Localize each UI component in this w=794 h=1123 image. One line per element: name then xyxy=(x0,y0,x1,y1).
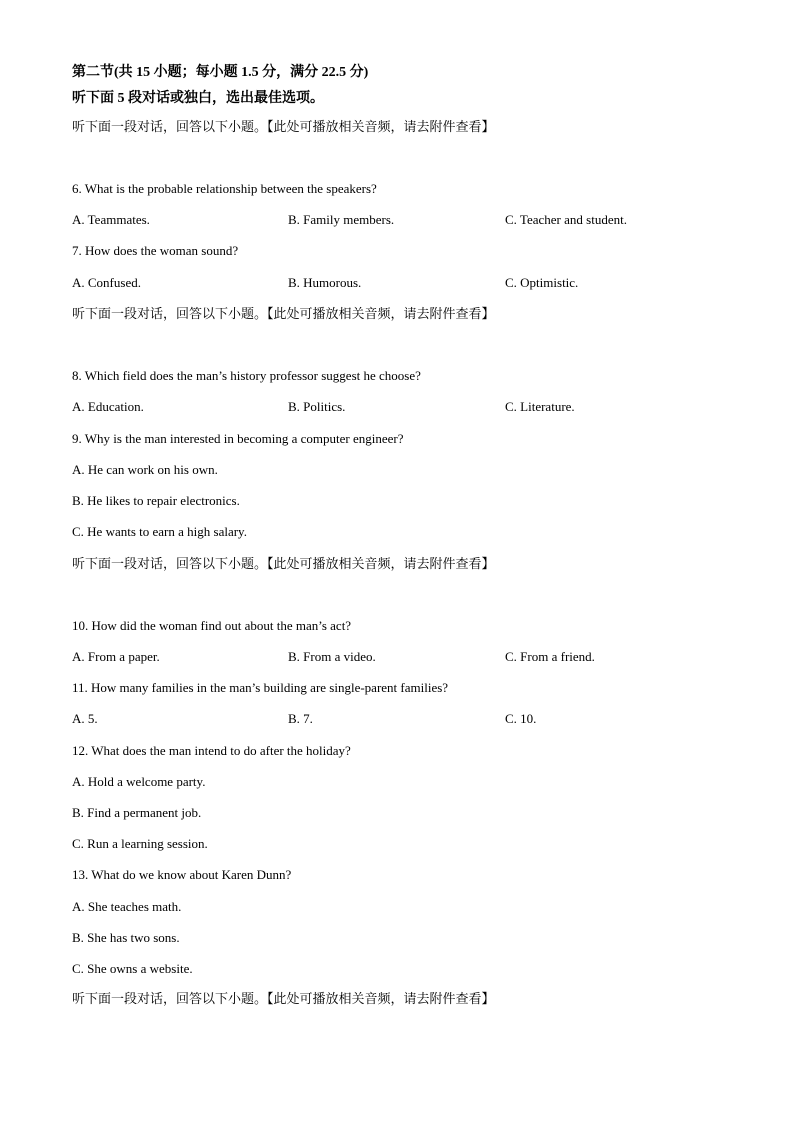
section-header: 第二节(共 15 小题；每小题 1.5 分，满分 22.5 分) xyxy=(72,65,369,80)
option-row xyxy=(72,649,752,665)
option-a: A. He can work on his own. xyxy=(72,462,218,477)
option-b: B. She has two sons. xyxy=(72,930,180,945)
option-a: A. Teammates. xyxy=(72,212,150,227)
question-stem: 13. What do we know about Karen Dunn? xyxy=(72,867,292,882)
option-c: C. 10. xyxy=(505,711,537,726)
option-b: B. Find a permanent job. xyxy=(72,805,202,820)
question-stem: 6. What is the probable relationship between the speakers? xyxy=(72,181,377,196)
section-direction: 听下面 5 段对话或独白，选出最佳选项。 xyxy=(72,91,324,106)
question-stem: 11. How many families in the man’s building are single-parent families? xyxy=(72,680,449,695)
option-a: A. She teaches math. xyxy=(72,899,182,914)
question-stem: 9. Why is the man interested in becoming a computer engineer? xyxy=(72,431,404,446)
option-a: A. Education. xyxy=(72,399,144,414)
option-c: C. From a friend. xyxy=(505,649,595,664)
audio-instruction: 听下面一段对话，回答以下小题。【此处可播放相关音频，请去附件查看】 xyxy=(72,119,495,134)
option-c: C. Literature. xyxy=(505,399,575,414)
option-row xyxy=(72,711,752,727)
question-stem: 7. How does the woman sound? xyxy=(72,243,239,258)
option-b: B. He likes to repair electronics. xyxy=(72,493,240,508)
audio-instruction: 听下面一段对话，回答以下小题。【此处可播放相关音频，请去附件查看】 xyxy=(72,991,495,1006)
audio-instruction: 听下面一段对话，回答以下小题。【此处可播放相关音频，请去附件查看】 xyxy=(72,556,495,571)
option-row xyxy=(72,399,752,415)
option-c: C. Optimistic. xyxy=(505,275,579,290)
option-c: C. He wants to earn a high salary. xyxy=(72,524,247,539)
audio-instruction: 听下面一段对话，回答以下小题。【此处可播放相关音频，请去附件查看】 xyxy=(72,306,495,321)
option-b: B. Family members. xyxy=(288,212,395,227)
question-stem: 8. Which field does the man’s history professor suggest he choose? xyxy=(72,368,421,383)
option-row xyxy=(72,275,752,291)
option-b: B. Humorous. xyxy=(288,275,362,290)
option-c: C. Run a learning session. xyxy=(72,836,208,851)
question-stem: 10. How did the woman find out about the man’s act? xyxy=(72,618,352,633)
option-a: A. 5. xyxy=(72,711,98,726)
option-c: C. Teacher and student. xyxy=(505,212,627,227)
option-a: A. Hold a welcome party. xyxy=(72,774,206,789)
option-b: B. 7. xyxy=(288,711,313,726)
option-b: B. Politics. xyxy=(288,399,346,414)
option-a: A. From a paper. xyxy=(72,649,160,664)
option-a: A. Confused. xyxy=(72,275,141,290)
option-b: B. From a video. xyxy=(288,649,376,664)
option-row xyxy=(72,212,752,228)
option-c: C. She owns a website. xyxy=(72,961,193,976)
question-stem: 12. What does the man intend to do after the holiday? xyxy=(72,743,351,758)
